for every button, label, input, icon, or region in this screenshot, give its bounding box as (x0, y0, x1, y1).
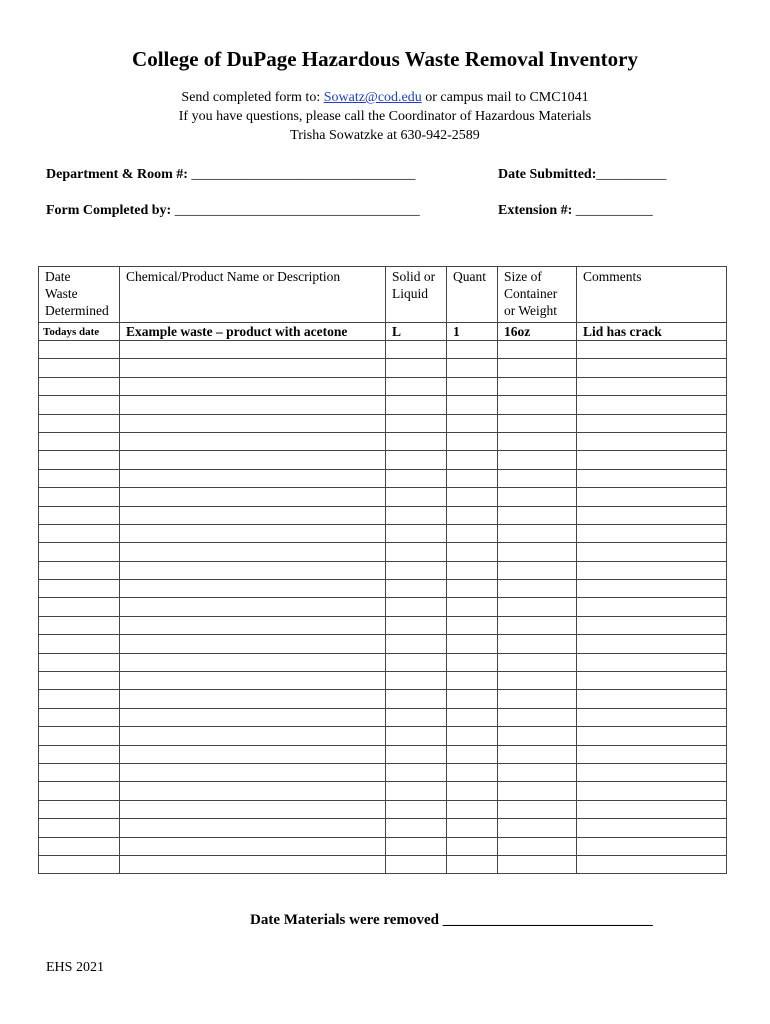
table-cell[interactable] (120, 524, 386, 542)
table-cell[interactable] (577, 359, 727, 377)
table-row (39, 763, 727, 781)
table-cell[interactable] (577, 396, 727, 414)
instructions-line-2: If you have questions, please call the Coordinator of Hazardous Materials (178, 109, 592, 124)
table-row (39, 672, 727, 690)
table-cell[interactable] (120, 727, 386, 745)
form-completed-blank[interactable]: ___________________________________ (174, 203, 420, 218)
table-cell[interactable] (577, 377, 727, 395)
table-cell[interactable] (498, 782, 577, 800)
table-cell[interactable] (39, 580, 120, 598)
table-cell[interactable] (577, 635, 727, 653)
table-cell[interactable] (577, 690, 727, 708)
table-cell[interactable] (498, 653, 577, 671)
department-room-label: Department & Room #: (46, 167, 188, 182)
instructions-line-1 (0, 88, 770, 107)
date-removed-label: Date Materials were removed (250, 912, 439, 928)
table-cell[interactable] (577, 653, 727, 671)
table-cell[interactable] (39, 837, 120, 855)
table-cell[interactable] (447, 396, 498, 414)
table-cell[interactable] (577, 708, 727, 726)
col-quantity-header: Quant (447, 267, 498, 323)
table-cell[interactable] (39, 432, 120, 450)
table-row (39, 580, 727, 598)
example-comments: Lid has crack (577, 323, 727, 341)
table-row (39, 635, 727, 653)
department-room-blank[interactable]: ________________________________ (191, 167, 416, 182)
table-row (39, 653, 727, 671)
table-cell[interactable] (120, 341, 386, 359)
table-cell[interactable] (577, 543, 727, 561)
table-cell[interactable] (386, 414, 447, 432)
table-row (39, 414, 727, 432)
table-cell[interactable] (39, 414, 120, 432)
table-cell[interactable] (120, 396, 386, 414)
table-cell[interactable] (447, 359, 498, 377)
table-cell[interactable] (386, 341, 447, 359)
table-cell[interactable] (577, 432, 727, 450)
table-cell[interactable] (386, 396, 447, 414)
table-cell[interactable] (39, 672, 120, 690)
table-cell[interactable] (577, 524, 727, 542)
table-cell[interactable] (447, 524, 498, 542)
table-cell[interactable] (498, 745, 577, 763)
table-cell[interactable] (447, 432, 498, 450)
table-cell[interactable] (447, 690, 498, 708)
table-cell[interactable] (39, 855, 120, 873)
example-size: 16oz (498, 323, 577, 341)
table-cell[interactable] (386, 432, 447, 450)
table-row (39, 524, 727, 542)
table-cell[interactable] (120, 672, 386, 690)
table-cell[interactable] (498, 672, 577, 690)
table-cell[interactable] (498, 451, 577, 469)
table-cell[interactable] (120, 432, 386, 450)
table-cell[interactable] (498, 377, 577, 395)
table-row (39, 359, 727, 377)
table-cell[interactable] (498, 837, 577, 855)
extension-label: Extension #: (498, 203, 573, 218)
table-cell[interactable] (120, 745, 386, 763)
table-cell[interactable] (386, 727, 447, 745)
date-submitted-label: Date Submitted: (498, 167, 597, 182)
table-cell[interactable] (39, 396, 120, 414)
table-cell[interactable] (498, 616, 577, 634)
col-chemical-header: Chemical/Product Name or Description (120, 267, 386, 323)
table-cell[interactable] (386, 672, 447, 690)
table-cell[interactable] (39, 800, 120, 818)
table-cell[interactable] (577, 469, 727, 487)
form-completed-label: Form Completed by: (46, 203, 172, 218)
col-size-header: Size of Container or Weight (498, 267, 577, 323)
date-submitted-blank[interactable]: __________ (596, 167, 667, 182)
table-cell[interactable] (447, 580, 498, 598)
table-cell[interactable] (39, 341, 120, 359)
table-cell[interactable] (447, 598, 498, 616)
table-row (39, 800, 727, 818)
table-row (39, 396, 727, 414)
table-row (39, 377, 727, 395)
table-cell[interactable] (577, 580, 727, 598)
table-cell[interactable] (120, 598, 386, 616)
table-cell[interactable] (120, 616, 386, 634)
example-state: L (386, 323, 447, 341)
table-cell[interactable] (577, 561, 727, 579)
table-cell[interactable] (120, 635, 386, 653)
table-cell[interactable] (386, 635, 447, 653)
table-row (39, 561, 727, 579)
example-chemical: Example waste – product with acetone (120, 323, 386, 341)
table-row (39, 506, 727, 524)
table-cell[interactable] (386, 543, 447, 561)
table-cell[interactable] (447, 708, 498, 726)
table-cell[interactable] (120, 506, 386, 524)
table-cell[interactable] (39, 524, 120, 542)
table-cell[interactable] (39, 506, 120, 524)
table-cell[interactable] (386, 524, 447, 542)
instructions-line-3: Trisha Sowatzke at 630-942-2589 (290, 128, 480, 143)
table-cell[interactable] (447, 414, 498, 432)
form-code: EHS 2021 (46, 960, 104, 975)
table-cell[interactable] (498, 598, 577, 616)
table-cell[interactable] (120, 653, 386, 671)
table-cell[interactable] (39, 598, 120, 616)
table-cell[interactable] (386, 598, 447, 616)
table-cell[interactable] (498, 432, 577, 450)
table-cell[interactable] (386, 800, 447, 818)
table-cell[interactable] (577, 616, 727, 634)
table-cell[interactable] (120, 580, 386, 598)
table-cell[interactable] (386, 561, 447, 579)
table-cell[interactable] (498, 414, 577, 432)
table-cell[interactable] (498, 561, 577, 579)
col-comments-header: Comments (577, 267, 727, 323)
table-cell[interactable] (447, 488, 498, 506)
table-cell[interactable] (120, 782, 386, 800)
table-cell[interactable] (447, 745, 498, 763)
table-cell[interactable] (39, 745, 120, 763)
table-cell[interactable] (498, 469, 577, 487)
table-cell[interactable] (39, 359, 120, 377)
table-cell[interactable] (120, 800, 386, 818)
table-cell[interactable] (386, 359, 447, 377)
table-cell[interactable] (120, 414, 386, 432)
table-cell[interactable] (447, 855, 498, 873)
table-cell[interactable] (120, 561, 386, 579)
table-cell[interactable] (386, 451, 447, 469)
table-cell[interactable] (120, 855, 386, 873)
table-cell[interactable] (120, 708, 386, 726)
table-cell[interactable] (386, 469, 447, 487)
extension-blank[interactable]: ___________ (575, 203, 653, 218)
table-row (39, 690, 727, 708)
table-cell[interactable] (386, 506, 447, 524)
table-cell[interactable] (120, 543, 386, 561)
table-cell[interactable] (39, 377, 120, 395)
table-cell[interactable] (386, 708, 447, 726)
table-cell[interactable] (39, 561, 120, 579)
table-cell[interactable] (386, 837, 447, 855)
date-submitted-field[interactable] (498, 167, 666, 183)
table-cell[interactable] (577, 727, 727, 745)
table-cell[interactable] (577, 506, 727, 524)
table-cell[interactable] (39, 653, 120, 671)
table-cell[interactable] (120, 763, 386, 781)
table-row (39, 543, 727, 561)
table-cell[interactable] (498, 763, 577, 781)
table-cell[interactable] (120, 469, 386, 487)
table-cell[interactable] (498, 635, 577, 653)
table-cell[interactable] (39, 488, 120, 506)
table-cell[interactable] (447, 837, 498, 855)
table-cell[interactable] (498, 506, 577, 524)
example-date: Todays date (39, 323, 120, 341)
table-row (39, 727, 727, 745)
table-cell[interactable] (577, 855, 727, 873)
table-cell[interactable] (498, 855, 577, 873)
email-link[interactable]: Sowatz@cod.edu (323, 90, 422, 105)
table-cell[interactable] (577, 341, 727, 359)
table-cell[interactable] (447, 727, 498, 745)
campus-mail-text: or campus mail to CMC1041 (421, 90, 589, 105)
table-cell[interactable] (447, 819, 498, 837)
table-cell[interactable] (120, 837, 386, 855)
table-row (39, 782, 727, 800)
table-cell[interactable] (498, 396, 577, 414)
table-cell[interactable] (577, 763, 727, 781)
table-cell[interactable] (447, 543, 498, 561)
table-cell[interactable] (120, 819, 386, 837)
table-cell[interactable] (447, 672, 498, 690)
table-cell[interactable] (120, 451, 386, 469)
table-cell[interactable] (577, 414, 727, 432)
table-row (39, 819, 727, 837)
table-cell[interactable] (498, 819, 577, 837)
date-removed-blank[interactable]: ____________________________ (442, 912, 653, 928)
table-cell[interactable] (39, 690, 120, 708)
table-row (39, 469, 727, 487)
table-row (39, 616, 727, 634)
table-cell[interactable] (386, 782, 447, 800)
table-cell[interactable] (577, 451, 727, 469)
table-cell[interactable] (39, 763, 120, 781)
table-row (39, 745, 727, 763)
table-row (39, 855, 727, 873)
table-cell[interactable] (386, 855, 447, 873)
table-cell[interactable] (447, 341, 498, 359)
table-cell[interactable] (120, 359, 386, 377)
table-row (39, 451, 727, 469)
table-cell[interactable] (447, 377, 498, 395)
table-cell[interactable] (498, 524, 577, 542)
table-cell[interactable] (447, 616, 498, 634)
department-room-field[interactable] (46, 167, 415, 183)
instructions (0, 88, 770, 145)
table-cell[interactable] (577, 598, 727, 616)
table-cell[interactable] (39, 469, 120, 487)
table-cell[interactable] (39, 543, 120, 561)
form-completed-field[interactable] (46, 203, 420, 219)
table-row (39, 432, 727, 450)
table-cell[interactable] (386, 377, 447, 395)
table-cell[interactable] (447, 653, 498, 671)
table-cell[interactable] (577, 745, 727, 763)
table-header-row (39, 267, 727, 323)
table-cell[interactable] (447, 506, 498, 524)
inventory-table (38, 266, 727, 874)
table-row (39, 488, 727, 506)
table-cell[interactable] (39, 819, 120, 837)
table-cell[interactable] (39, 727, 120, 745)
table-row (39, 598, 727, 616)
table-cell[interactable] (447, 451, 498, 469)
table-cell[interactable] (39, 635, 120, 653)
table-cell[interactable] (386, 653, 447, 671)
table-cell[interactable] (498, 359, 577, 377)
table-cell[interactable] (447, 782, 498, 800)
table-cell[interactable] (386, 580, 447, 598)
table-cell[interactable] (577, 782, 727, 800)
table-cell[interactable] (577, 488, 727, 506)
table-cell[interactable] (498, 341, 577, 359)
example-quantity: 1 (447, 323, 498, 341)
table-cell[interactable] (577, 819, 727, 837)
table-cell[interactable] (577, 800, 727, 818)
table-cell[interactable] (39, 451, 120, 469)
table-row (39, 341, 727, 359)
table-cell[interactable] (39, 616, 120, 634)
col-state-header: Solid or Liquid (386, 267, 447, 323)
table-cell[interactable] (386, 488, 447, 506)
col-date-header: Date Waste Determined (39, 267, 120, 323)
table-cell[interactable] (39, 708, 120, 726)
table-cell[interactable] (386, 690, 447, 708)
table-cell[interactable] (120, 690, 386, 708)
table-cell[interactable] (498, 708, 577, 726)
table-cell[interactable] (498, 727, 577, 745)
table-cell[interactable] (498, 488, 577, 506)
example-row (39, 323, 727, 341)
table-cell[interactable] (386, 763, 447, 781)
table-cell[interactable] (577, 672, 727, 690)
table-cell[interactable] (447, 635, 498, 653)
table-cell[interactable] (120, 488, 386, 506)
table-cell[interactable] (577, 837, 727, 855)
date-removed-field[interactable] (250, 912, 653, 929)
table-cell[interactable] (386, 819, 447, 837)
table-cell[interactable] (447, 561, 498, 579)
send-to-text: Send completed form to: (181, 90, 324, 105)
table-cell[interactable] (498, 690, 577, 708)
table-cell[interactable] (498, 543, 577, 561)
table-cell[interactable] (498, 580, 577, 598)
extension-field[interactable] (498, 203, 653, 219)
table-cell[interactable] (120, 377, 386, 395)
table-row (39, 837, 727, 855)
table-row (39, 708, 727, 726)
table-cell[interactable] (447, 763, 498, 781)
page-title: College of DuPage Hazardous Waste Removal Inventory (132, 47, 638, 71)
table-cell[interactable] (447, 800, 498, 818)
table-cell[interactable] (39, 782, 120, 800)
table-cell[interactable] (498, 800, 577, 818)
table-cell[interactable] (386, 745, 447, 763)
table-cell[interactable] (386, 616, 447, 634)
table-cell[interactable] (447, 469, 498, 487)
